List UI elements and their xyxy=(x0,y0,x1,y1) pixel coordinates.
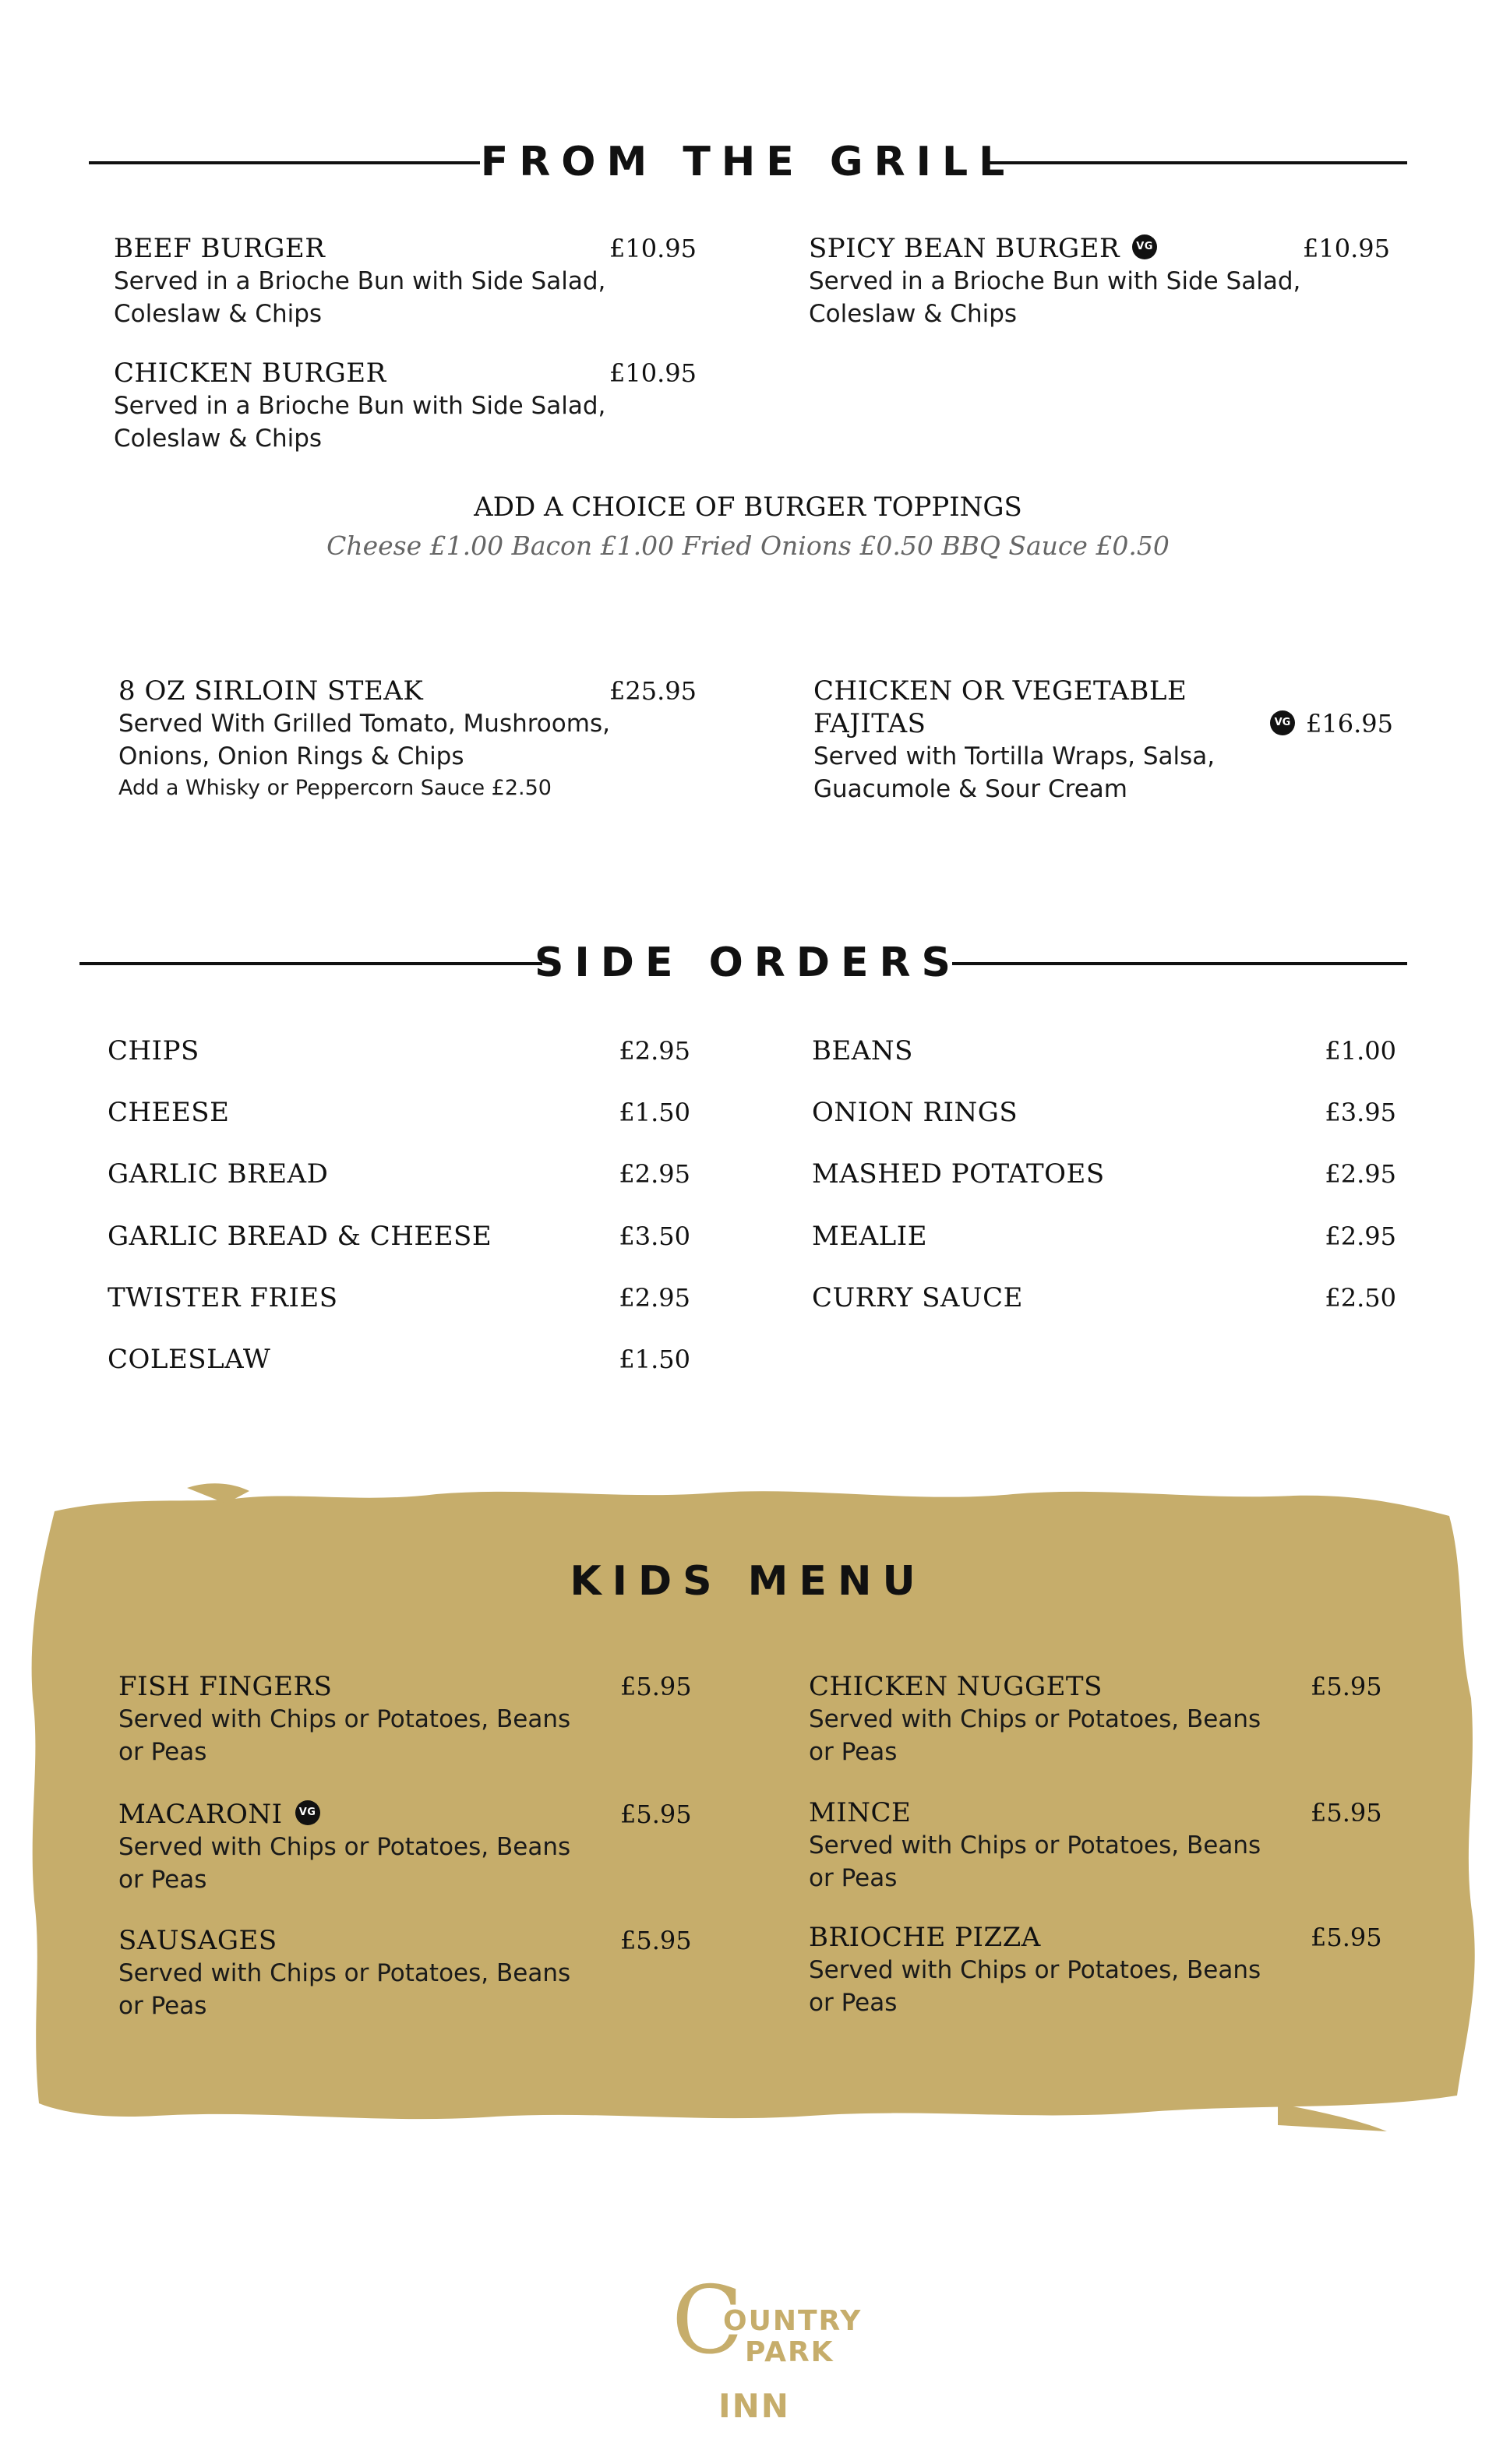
menu-item-beef-burger xyxy=(114,232,697,330)
item-price: £1.00 xyxy=(1325,1036,1396,1066)
item-price: £5.95 xyxy=(1311,1923,1382,1952)
vegan-badge-icon: VG xyxy=(1132,234,1157,259)
item-price: £25.95 xyxy=(609,676,697,706)
item-price: VG £16.95 xyxy=(1270,707,1393,740)
item-description: Served with Chips or Potatoes, Beans or Peas xyxy=(118,1705,571,1766)
item-name: MEALIE xyxy=(812,1221,928,1252)
kids-section-header xyxy=(0,1550,1496,1613)
item-name: CHICKEN NUGGETS xyxy=(809,1671,1103,1702)
kids-item-mince xyxy=(809,1796,1385,1895)
item-description: Served in a Brioche Bun with Side Salad, Coleslaw & Chips xyxy=(114,267,606,328)
item-name-line2: FAJITAS xyxy=(813,708,926,739)
item-price: £10.95 xyxy=(609,234,697,263)
item-name: BRIOCHE PIZZA xyxy=(809,1922,1041,1953)
menu-item-chicken-burger xyxy=(114,357,697,455)
menu-item-spicy-bean-burger xyxy=(809,232,1390,330)
logo-word-ountry: OUNTRY xyxy=(723,2305,863,2337)
side-item-twister-fries xyxy=(108,1281,690,1314)
vegan-badge-icon: VG xyxy=(1270,710,1295,735)
side-item-mealie xyxy=(812,1220,1396,1253)
item-name: MASHED POTATOES xyxy=(812,1158,1105,1190)
kids-item-macaroni xyxy=(118,1798,695,1896)
side-item-chips xyxy=(108,1035,690,1067)
kids-item-fish-fingers xyxy=(118,1670,695,1768)
side-item-beans xyxy=(812,1035,1396,1067)
side-item-garlic-bread-cheese xyxy=(108,1220,690,1253)
item-price: £1.50 xyxy=(619,1345,690,1374)
item-name: CHIPS xyxy=(108,1035,199,1066)
item-name: SPICY BEAN BURGER VG xyxy=(809,232,1385,265)
section-title: SIDE ORDERS xyxy=(534,939,961,986)
item-name: BEEF BURGER xyxy=(114,233,326,264)
item-price: £5.95 xyxy=(620,1672,692,1701)
item-name: BEANS xyxy=(812,1035,913,1066)
item-name: MACARONI VG xyxy=(118,1798,695,1831)
kids-item-sausages xyxy=(118,1924,695,2022)
item-name: CHEESE xyxy=(108,1097,230,1128)
item-price: £3.50 xyxy=(619,1221,690,1251)
item-name-line1: CHICKEN OR VEGETABLE xyxy=(813,675,1187,707)
item-price: £5.95 xyxy=(1311,1798,1382,1828)
menu-item-fajitas xyxy=(813,675,1393,805)
item-price: £1.50 xyxy=(619,1098,690,1127)
menu-item-sirloin-steak xyxy=(118,675,695,804)
side-item-mashed-potatoes xyxy=(812,1158,1396,1190)
item-description: Served with Chips or Potatoes, Beans or Peas xyxy=(809,1705,1261,1766)
kids-item-brioche-pizza xyxy=(809,1921,1385,2019)
toppings-list: Cheese £1.00 Bacon £1.00 Fried Onions £0.50 BBQ Sauce £0.50 xyxy=(326,531,1170,561)
item-price: £10.95 xyxy=(609,358,697,388)
item-price: £2.95 xyxy=(1325,1159,1396,1189)
item-name: GARLIC BREAD & CHEESE xyxy=(108,1221,492,1252)
grill-section-header xyxy=(0,131,1496,193)
item-description: Served With Grilled Tomato, Mushrooms, Onions, Onion Rings & Chips xyxy=(118,710,610,770)
vegan-badge-icon: VG xyxy=(295,1800,320,1825)
item-name: GARLIC BREAD xyxy=(108,1158,329,1190)
item-description: Served with Chips or Potatoes, Beans or Peas xyxy=(118,1959,571,2020)
item-name: ONION RINGS xyxy=(812,1097,1018,1128)
logo-word-park: PARK xyxy=(745,2336,834,2368)
item-price: £2.50 xyxy=(1325,1283,1396,1313)
item-price: £5.95 xyxy=(620,1800,692,1829)
kids-item-chicken-nuggets xyxy=(809,1670,1385,1768)
side-item-garlic-bread xyxy=(108,1158,690,1190)
logo-letter-c: C xyxy=(672,2267,743,2375)
item-name: CURRY SAUCE xyxy=(812,1282,1023,1313)
item-name: FISH FINGERS xyxy=(118,1671,333,1702)
side-item-cheese xyxy=(108,1096,690,1129)
item-description: Served in a Brioche Bun with Side Salad, Coleslaw & Chips xyxy=(809,267,1301,328)
item-price: £2.95 xyxy=(619,1159,690,1189)
item-price: £5.95 xyxy=(1311,1672,1382,1701)
side-item-curry-sauce xyxy=(812,1281,1396,1314)
item-description: Served in a Brioche Bun with Side Salad, Coleslaw & Chips xyxy=(114,392,606,453)
logo-word-inn: INN xyxy=(718,2387,790,2425)
item-description: Served with Chips or Potatoes, Beans or Peas xyxy=(809,1831,1261,1892)
sides-section-header xyxy=(0,932,1496,994)
item-price: £2.95 xyxy=(619,1036,690,1066)
item-name: TWISTER FRIES xyxy=(108,1282,338,1313)
side-item-onion-rings xyxy=(812,1096,1396,1129)
item-price: £10.95 xyxy=(1303,234,1390,263)
item-description: Served with Chips or Potatoes, Beans or Peas xyxy=(809,1956,1261,2017)
item-name: 8 OZ SIRLOIN STEAK xyxy=(118,675,424,707)
item-price: £3.95 xyxy=(1325,1098,1396,1127)
item-description: Served with Chips or Potatoes, Beans or Peas xyxy=(118,1833,571,1894)
item-description: Served with Tortilla Wraps, Salsa, Guacumole & Sour Cream xyxy=(813,742,1216,803)
item-name: COLESLAW xyxy=(108,1344,271,1375)
item-price: £2.95 xyxy=(1325,1221,1396,1251)
side-item-coleslaw xyxy=(108,1343,690,1376)
item-price: £5.95 xyxy=(620,1926,692,1955)
item-name: MINCE xyxy=(809,1797,912,1828)
section-title: KIDS MENU xyxy=(570,1558,926,1605)
item-name: CHICKEN BURGER xyxy=(114,358,386,389)
item-extra: Add a Whisky or Peppercorn Sauce £2.50 xyxy=(118,776,552,800)
section-title: FROM THE GRILL xyxy=(480,139,1016,185)
item-name: SAUSAGES xyxy=(118,1925,277,1956)
item-price: £2.95 xyxy=(619,1283,690,1313)
toppings-title: ADD A CHOICE OF BURGER TOPPINGS xyxy=(474,492,1022,523)
